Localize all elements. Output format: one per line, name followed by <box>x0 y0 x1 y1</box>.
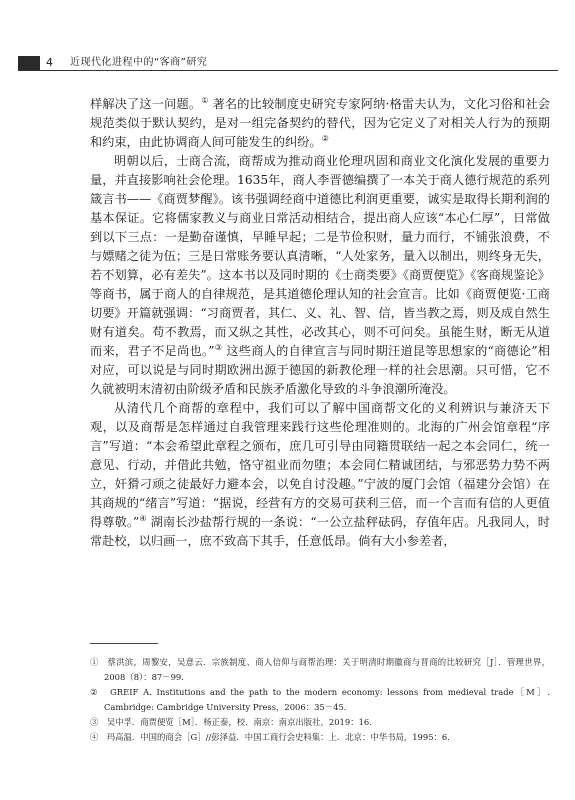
footnote-ref[interactable]: ④ <box>139 513 147 523</box>
footnote-ref[interactable]: ② <box>321 133 329 143</box>
text-run: 湖南长沙盐帮行规的一条说：“一公立盐秤砝码，存值年店。凡我同人，时常赴校，以归画一，庶不致高下其手，任意低昂。倘有大小参差者， <box>90 515 550 548</box>
text-run: 这些商人的自律宣言与同时期汪道昆等思想家的“商德论”相对应，可以说是与同时期欧洲出源于德国的新教伦理一样的社会思潮。只可惜，它不久就被明末清初由阶级矛盾和民族矛盾激化导致的斗争浪潮所淹没。 <box>90 344 550 396</box>
text-run: 著名的比较制度史研究专家阿纳·格雷夫认为，文化习俗和社会规范类似于默认契约，是对一组完备契约的替代，因为它定义了对相关人行为的预期和约束，由此协调商人间可能发生的纠纷。 <box>90 97 551 149</box>
header-rule <box>18 70 558 71</box>
text-run: 明朝以后，士商合流，商帮成为推动商业伦理巩固和商业文化演化发展的重要力量，并直接影响社会伦理。1635年，商人李晋德编撰了一本关于商人德行规范的系列箴言书——《商贾梦醒》。该书强调经商中道德比利润更重要，诚实是取得长期利润的基本保证。它将儒家教义与商业日常活动相结合，提出商人应该“本心仁厚”，日常做到以下三点：一是勤奋谨慎，早睡早起；二是节俭积财，量力而行，不铺张浪费，不与嫖赌之徒为伍；三是日常账务要认真清晰，“人处家务，量入以制出，则终身无失，若不划算，必有差失”。这本书以及同时期的《士商类要》《商贾便览》《客商规鉴论》等商书，属于商人的自律规范，是其道德伦理认知的社会宣言。比如《商贾便览·工商切要》开篇就强调：“习商贾者，其仁、义、礼、智、信，皆当教之焉，则及成自然生财有道矣。苟不教焉，而又纵之其性，必改其心，则不可问矣。虽能生财，断无从道而来，君子不足尚也。” <box>90 154 550 358</box>
running-title: 近现代化进程中的“客商”研究 <box>70 57 208 68</box>
footnote-ref[interactable]: ③ <box>214 342 223 352</box>
page-number: 4 <box>46 56 53 69</box>
paragraph-p2 <box>90 152 550 399</box>
text-run: 样解决了这一问题。 <box>90 97 202 111</box>
text-run: 从清代几个商帮的章程中，我们可以了解中国商帮文化的义利辨识与兼济天下观，以及商帮是怎样通过自我管理来践行这些伦理准则的。北海的广州会馆章程“序言”写道：“本会希望此章程之颁布，庶几可引导由同籍贯联结一起之本会同仁，统一意见、行动，并借此共勉，恪守祖业而勿堕；本会同仁精诚团结，与邪恶势力势不两立，奸猾刁顽之徒最好力避本会，以免自讨没趣。”宁波的厦门会馆（福建分会馆）在其商规的“绪言”写道：“据说，经营有方的交易可获利三倍，而一个言而有信的人更值得尊敬。” <box>90 401 550 529</box>
footnote-ref[interactable]: ① <box>201 95 209 105</box>
body-text <box>90 95 550 551</box>
footnote-2: ② GREIF A. Institutions and the path to the modern economy: lessons from medieval trade［M］. Cambridge: Cambridge University Press，2006：35－45． <box>90 687 550 712</box>
footnote-1: ① 蔡洪滨，周黎安，吴意云．宗族制度、商人信仰与商帮治理：关于明清时期徽商与晋商的比较研究［J］．管理世界，2008（8）：87－99． <box>90 657 550 682</box>
footnote-3: ③ 吴中孚．商贾便览［M］．杨正泰，校．南京：南京出版社，2019：16． <box>90 717 378 727</box>
page-number-block <box>18 56 40 70</box>
footnote-separator <box>90 643 158 644</box>
paragraph-p1 <box>90 95 550 152</box>
running-header <box>18 56 558 70</box>
paragraph-p3 <box>90 399 550 551</box>
footnotes <box>90 655 550 745</box>
footnote-4: ④ 玛高温．中国的商会［G］//彭泽益．中国工商行会史料集：上．北京：中华书局，1995：6． <box>90 732 456 742</box>
